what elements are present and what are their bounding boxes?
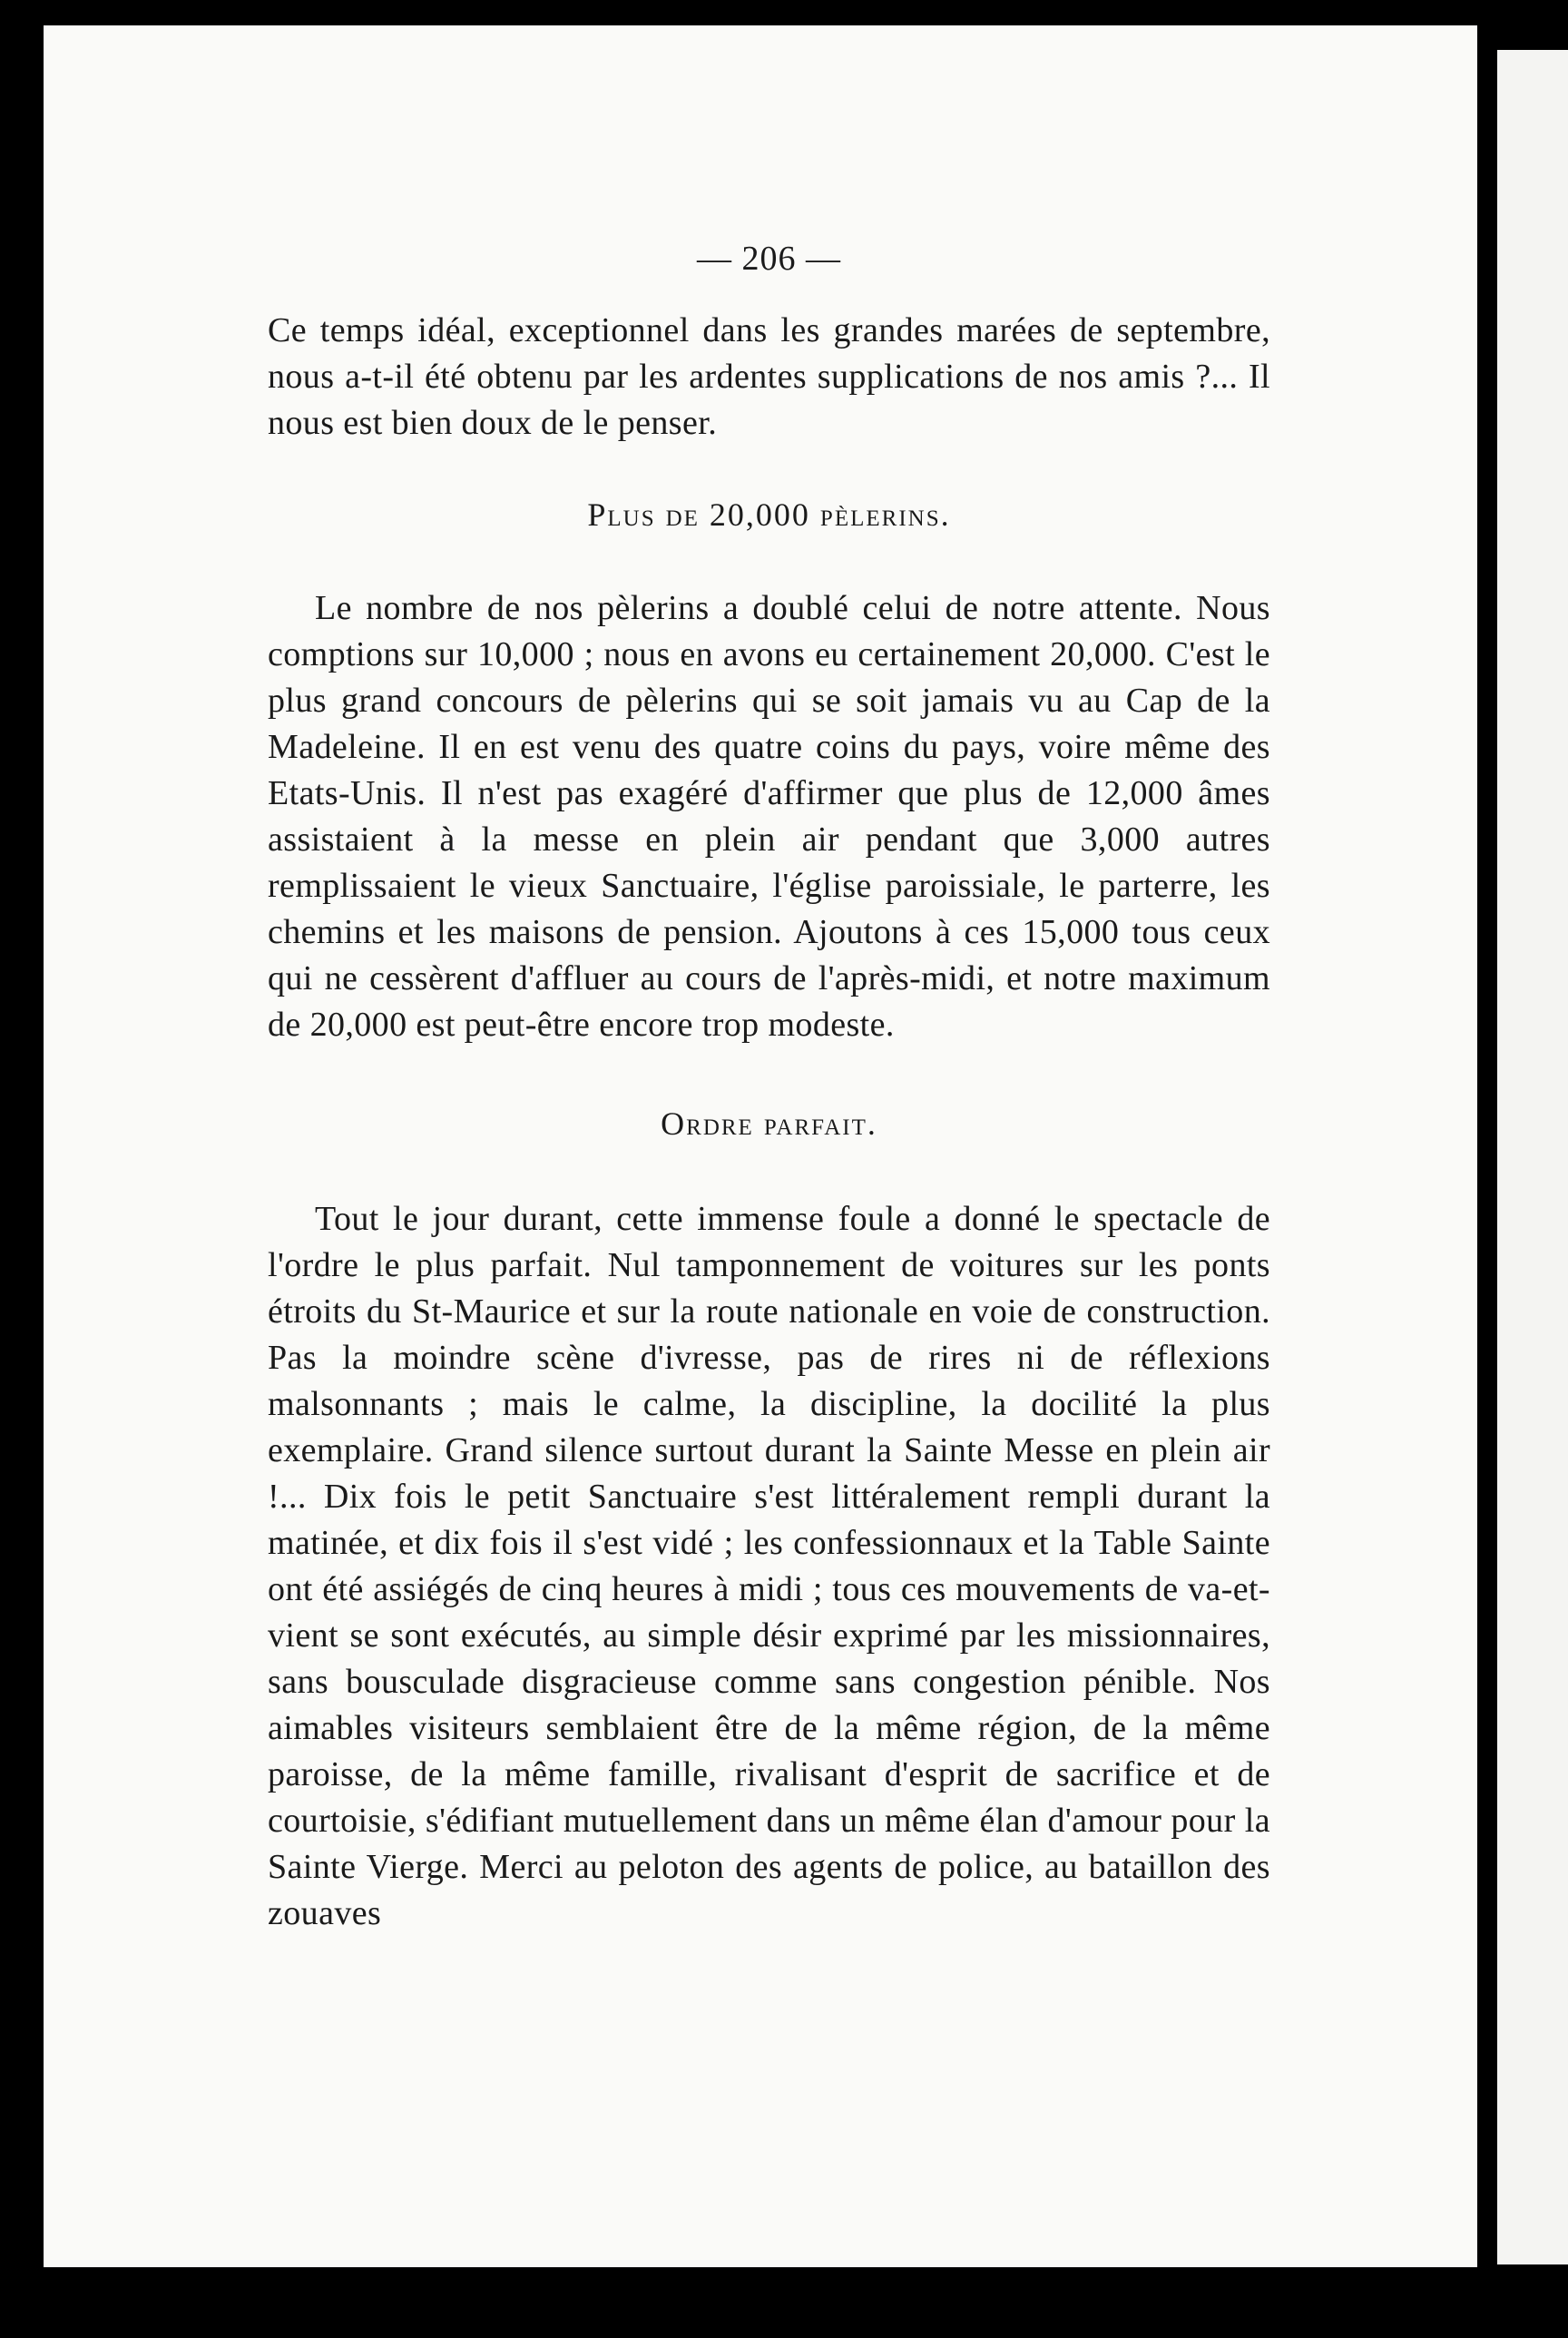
adjacent-page-edge (1497, 50, 1568, 2264)
page-text (268, 236, 1270, 1937)
paragraph-pelerins: Le nombre de nos pèlerins a doublé celui de notre attente. Nous comptions sur 10,000 ; nous en avons eu certainement 20,000. C'est le plus grand concours de pèlerins qui se soit jamais vu au Cap de la Madeleine. Il en est venu des quatre coins du pays, voire même des Etats-Unis. Il n'est pas exagéré d'affirmer que plus de 12,000 âmes assistaient à la messe en plein air pendant que 3,000 autres remplissaient le vieux Sanctuaire, l'église paroissiale, le parterre, les chemins et les maisons de pension. Ajoutons à ces 15,000 tous ceux qui ne cessèrent d'affluer au cours de l'après-midi, et notre maximum de 20,000 est peut-être encore trop modeste. (268, 589, 1270, 1044)
section-heading-ordre: Ordre parfait. (661, 1105, 877, 1142)
intro-paragraph: Ce temps idéal, exceptionnel dans les grandes marées de septembre, nous a-t-il été obtenu par les ardentes supplications de nos amis ?... Il nous est bien doux de le penser. (268, 311, 1270, 442)
paragraph-ordre: Tout le jour durant, cette immense foule a donné le spectacle de l'ordre le plus parfait. Nul tamponnement de voitures sur les ponts étroits du St-Maurice et sur la route nationale en voie de construction. Pas la moindre scène d'ivresse, pas de rires ni de réflexions malsonnants ; mais le calme, la discipline, la docilité la plus exemplaire. Grand silence surtout durant la Sainte Messe en plein air !... Dix fois le petit Sanctuaire s'est littéralement rempli durant la matinée, et dix fois il s'est vidé ; les confessionnaux et la Table Sainte ont été assiégés de cinq heures à midi ; tous ces mouvements de va-et-vient se sont exécutés, au simple désir exprimé par les missionnaires, sans bousculade disgracieuse comme sans congestion pénible. Nos aimables visiteurs semblaient être de la même région, de la même paroisse, de la même famille, rivalisant d'esprit de sacrifice et de courtoisie, s'édifiant mutuellement dans un même élan d'amour pour la Sainte Vierge. Merci au peloton des agents de police, au bataillon des zouaves (268, 1200, 1270, 1932)
section-heading-pelerins: Plus de 20,000 pèlerins. (587, 496, 951, 533)
page-number: — 206 — (697, 240, 841, 278)
